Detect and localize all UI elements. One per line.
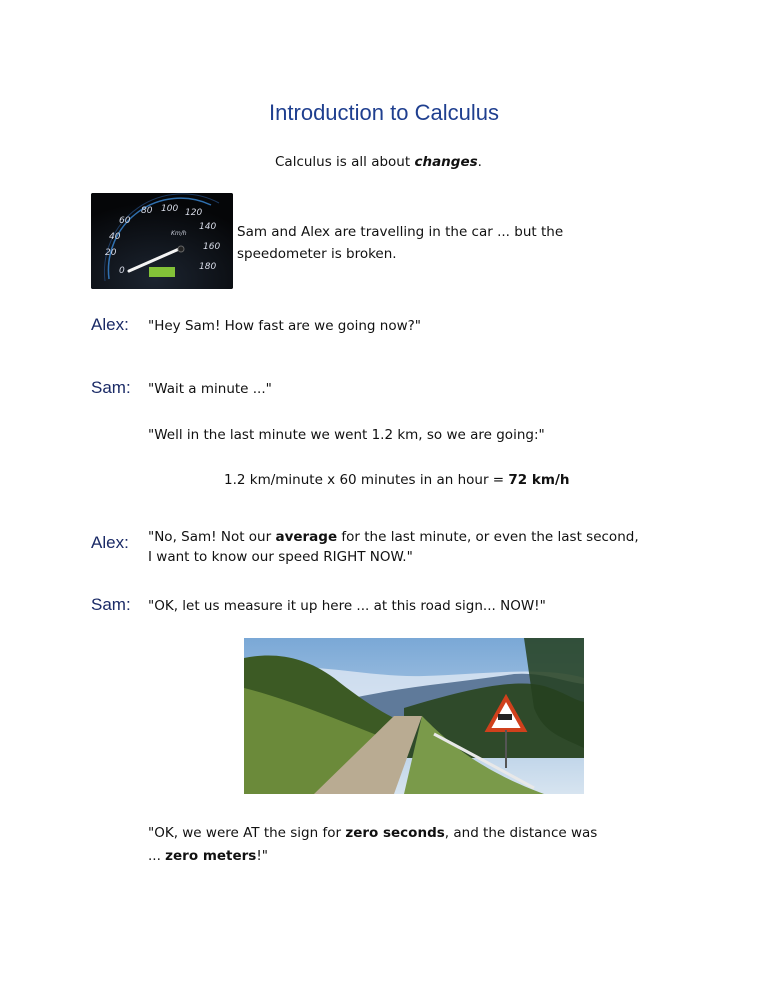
dialogue-line: "Well in the last minute we went 1.2 km, so we are going:" <box>148 427 545 443</box>
dialogue-line: "Wait a minute ..." <box>148 381 272 397</box>
bold-run: average <box>275 529 338 545</box>
speaker-sam: Sam: <box>91 378 131 397</box>
speaker-alex: Alex: <box>91 315 129 334</box>
text-run: "OK, we were AT the sign for <box>148 825 346 841</box>
text-run: for the last minute, or even the last second, <box>337 529 639 545</box>
dialogue-line: "Hey Sam! How fast are we going now?" <box>148 318 422 334</box>
speedo-tick: 180 <box>199 262 217 272</box>
speedo-tick: 60 <box>119 216 131 226</box>
speedo-tick: 140 <box>199 222 217 232</box>
speaker-sam: Sam: <box>91 595 131 614</box>
speedo-tick: 160 <box>203 242 221 252</box>
subtitle-suffix: . <box>477 154 482 170</box>
calc-expression: 1.2 km/minute x 60 minutes in an hour = <box>224 472 509 488</box>
speaker-alex: Alex: <box>91 533 129 552</box>
road-sign-photo <box>244 638 584 794</box>
page-title-text: Introduction to Calculus <box>269 100 499 125</box>
speedometer-image <box>91 193 233 289</box>
speedo-tick: 0 <box>119 266 125 276</box>
subtitle-prefix: Calculus is all about <box>275 154 415 170</box>
text-run: !" <box>256 848 268 864</box>
text-run: ... <box>148 848 166 864</box>
calc-result: 72 km/h <box>508 472 570 488</box>
speedo-tick: 100 <box>161 204 179 214</box>
dialogue-line: I want to know our speed RIGHT NOW." <box>148 549 413 565</box>
intro-line-1: Sam and Alex are travelling in the car ... but the <box>237 224 564 240</box>
dialogue-line <box>148 846 268 866</box>
bold-run: zero seconds <box>345 825 445 841</box>
dialogue-line <box>148 823 597 843</box>
subtitle <box>275 152 482 172</box>
dialogue-line <box>148 527 639 547</box>
bold-run: zero meters <box>165 848 257 864</box>
speedo-tick: 20 <box>105 248 117 258</box>
text-run: "No, Sam! Not our <box>148 529 276 545</box>
speed-calculation <box>224 470 569 490</box>
subtitle-emphasis: changes <box>414 154 478 170</box>
text-run: , and the distance was <box>444 825 598 841</box>
speedo-tick: 40 <box>109 232 121 242</box>
speedo-tick: 120 <box>185 208 203 218</box>
page-title <box>0 100 768 126</box>
speedo-unit: Km/h <box>171 230 187 237</box>
dialogue-line: "OK, let us measure it up here ... at this road sign... NOW!" <box>148 598 546 614</box>
speedo-tick: 80 <box>141 206 153 216</box>
intro-line-2: speedometer is broken. <box>237 246 397 262</box>
